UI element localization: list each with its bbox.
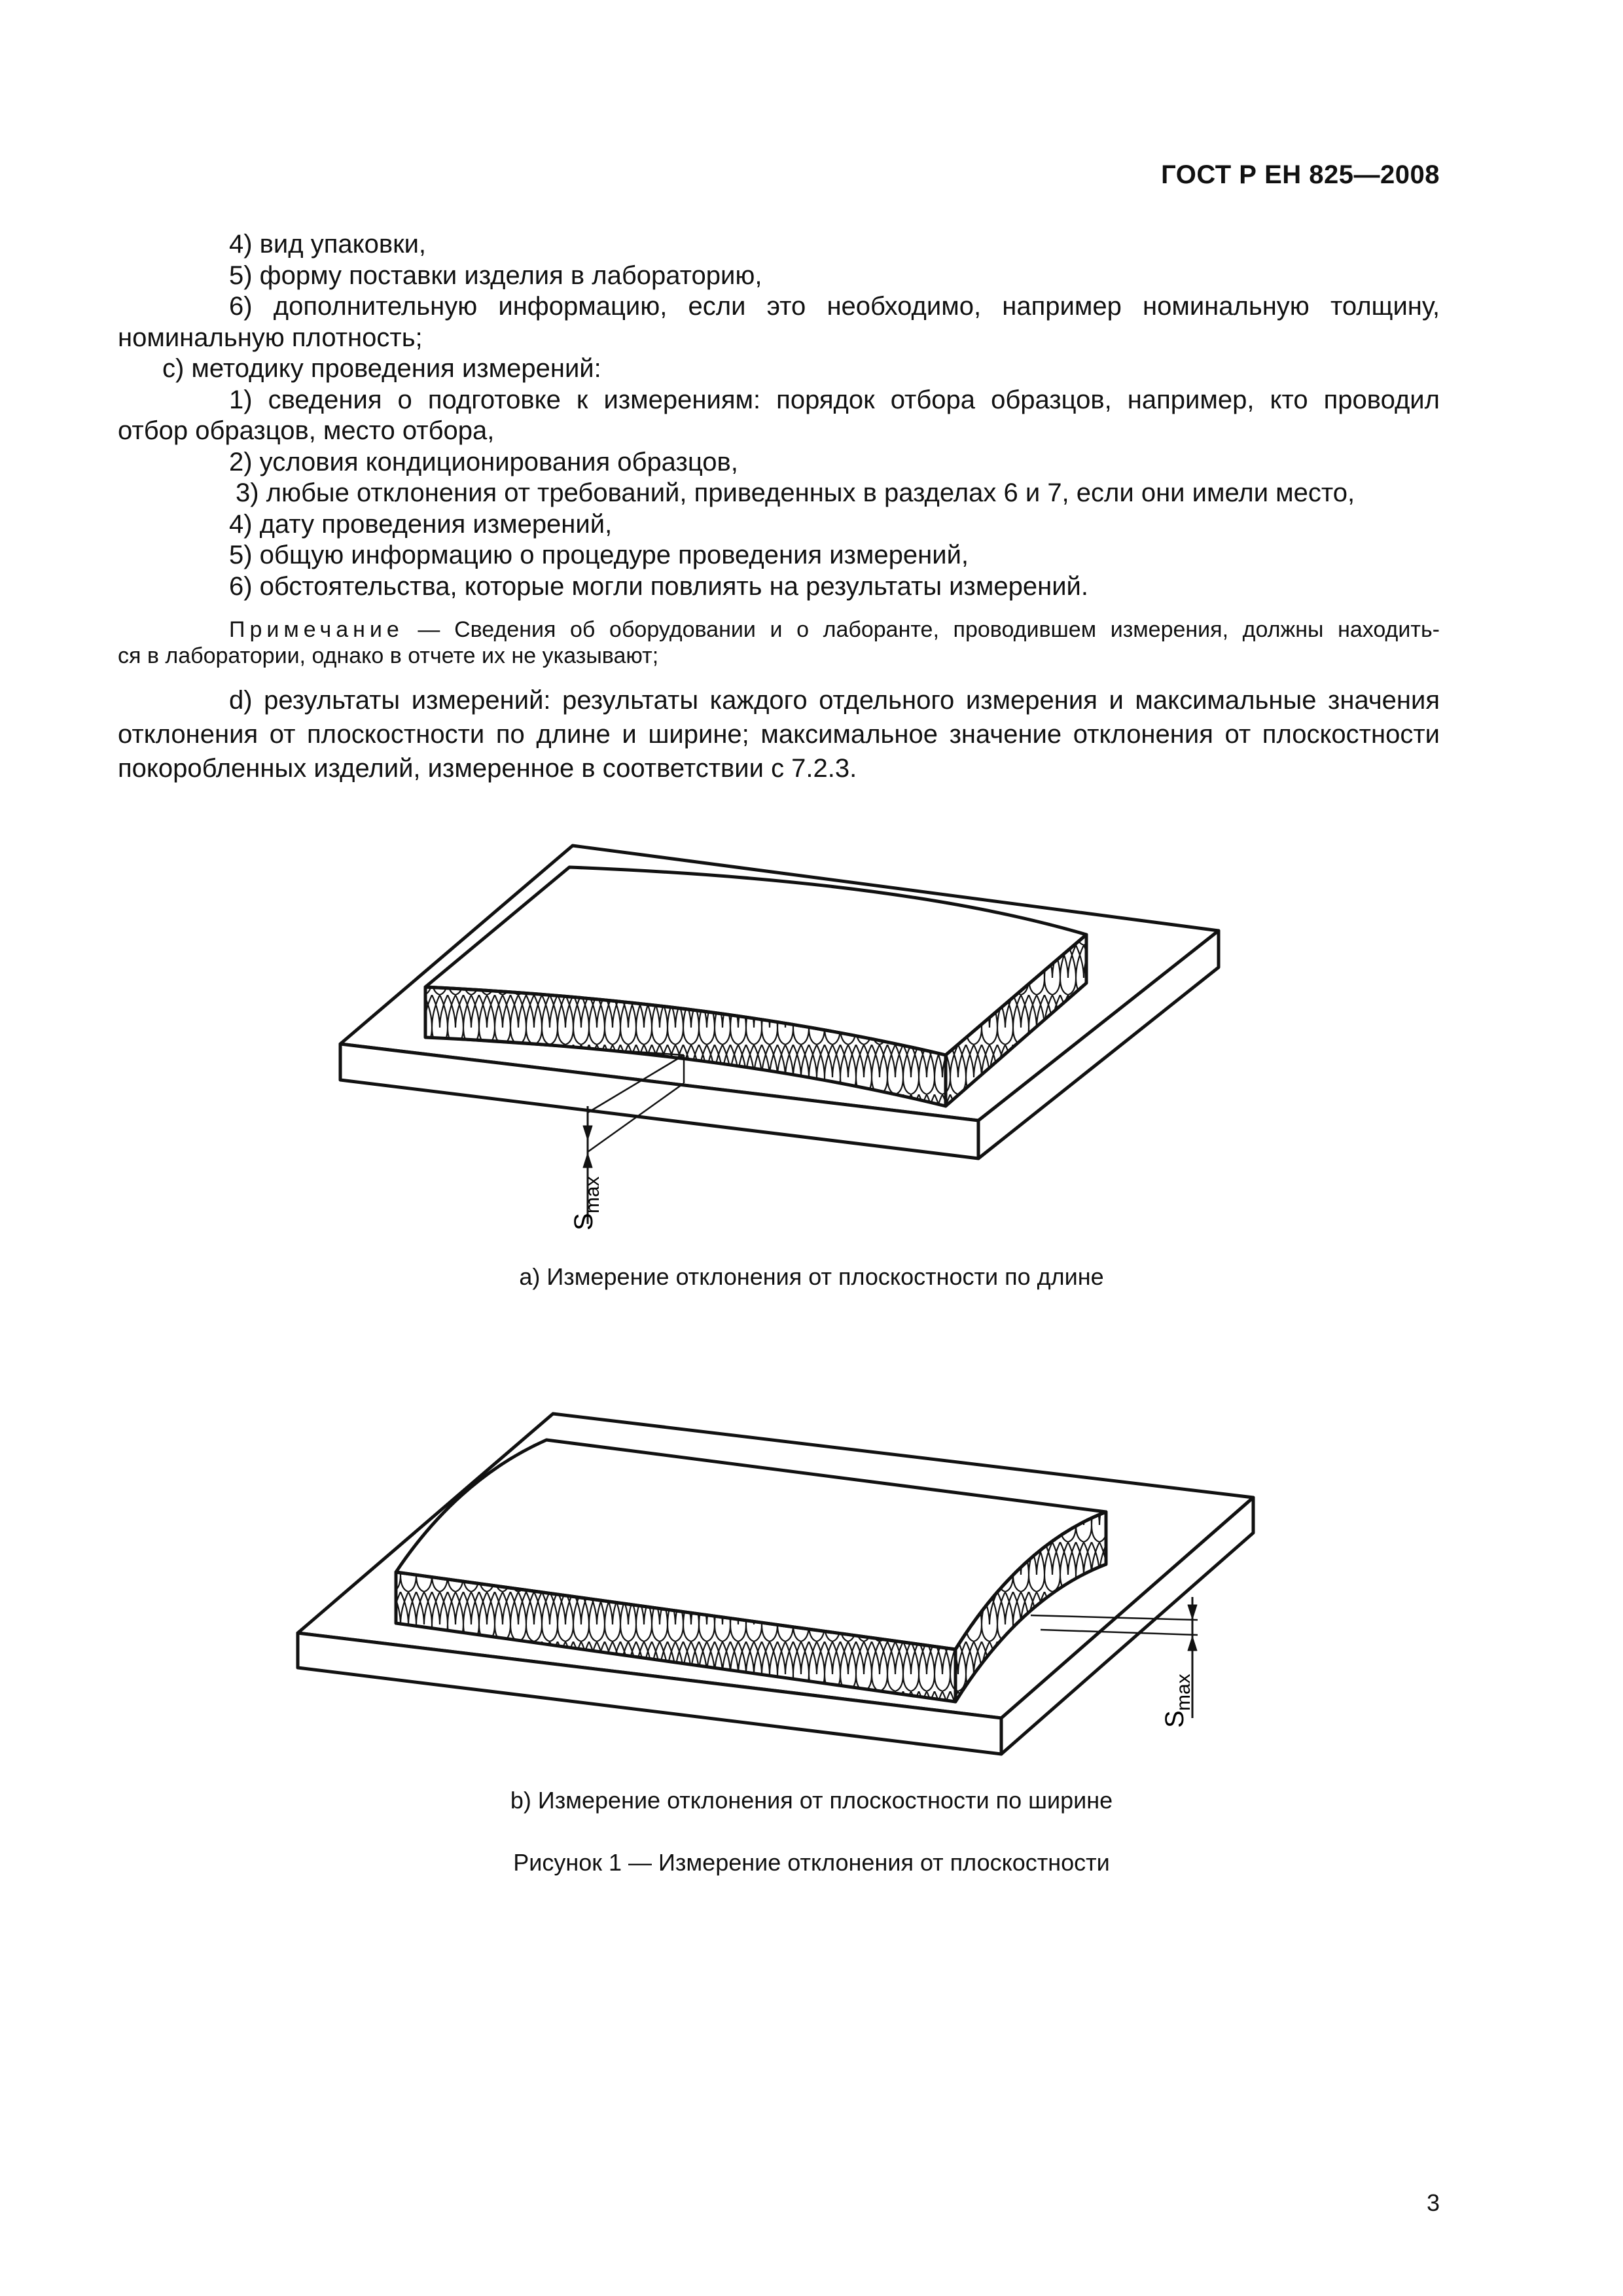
caption-a: a) Измерение отклонения от плоскостности по длине — [519, 1263, 1104, 1290]
item-d: d) результаты измерений: результаты каждого отдельного измерения и максимальные значения — [229, 686, 1440, 715]
figure-a — [340, 846, 1219, 1224]
arrow-down — [583, 1126, 592, 1140]
list-item: 3) любые отклонения от требований, приведенных в разделах 6 и 7, если они имели место, — [236, 478, 1355, 507]
list-item-continuation: отбор образцов, место отбора, — [118, 416, 495, 445]
figure-b — [298, 1414, 1253, 1754]
figure-title: Рисунок 1 — Измерение отклонения от плоскостности — [513, 1849, 1110, 1876]
note-label: Примечание — [229, 617, 404, 642]
arrow-down — [1188, 1605, 1197, 1619]
note-continuation: ся в лаборатории, однако в отчете их не указывают; — [118, 643, 659, 668]
list-item: 6) обстоятельства, которые могли повлиять на результаты измерений. — [229, 571, 1088, 601]
s-label: S — [569, 1213, 598, 1230]
list-item: 5) форму поставки изделия в лабораторию, — [229, 260, 762, 290]
s-subscript: max — [582, 1176, 603, 1213]
note-text: — Сведения об оборудовании и о лаборанте, проводившем измерения, должны находить- — [403, 617, 1440, 642]
s-max-label-a — [569, 1176, 603, 1230]
item-d-continuation: отклонения от плоскостности по длине и ширине; максимальное значение отклонения от плоскостности — [118, 720, 1440, 749]
page-number: 3 — [1426, 2189, 1440, 2216]
list-item: 5) общую информацию о процедуре проведения измерений, — [229, 541, 969, 569]
arrow-up — [583, 1153, 592, 1168]
arrow-up — [1188, 1636, 1197, 1651]
list-item: 4) вид упаковки, — [229, 230, 427, 259]
caption-b: b) Измерение отклонения от плоскостности по ширине — [510, 1787, 1113, 1814]
list-item: 6) дополнительную информацию, если это необходимо, например номинальную толщину, — [229, 292, 1440, 321]
list-item: 4) дату проведения измерений, — [229, 509, 613, 539]
s-label: S — [1160, 1710, 1189, 1728]
item-d-continuation: покоробленных изделий, измеренное в соответствии с 7.2.3. — [118, 754, 857, 783]
s-max-label-b — [1160, 1674, 1194, 1728]
document-code: ГОСТ Р ЕН 825—2008 — [1161, 160, 1440, 189]
list-item: 1) сведения о подготовке к измерениям: порядок отбора образцов, например, кто проводил — [229, 385, 1440, 414]
list-item-continuation: номинальную плотность; — [118, 323, 423, 352]
s-subscript: max — [1173, 1674, 1194, 1711]
item-c-label: c) методику проведения измерений: — [162, 354, 601, 383]
list-item: 2) условия кондиционирования образцов, — [229, 447, 738, 476]
